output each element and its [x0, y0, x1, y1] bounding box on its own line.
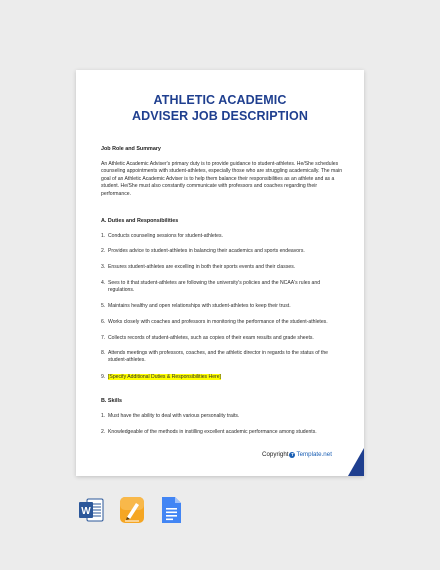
duty-text: Collects records of student-athletes, such as copies of their exam results and grade sheets. [108, 335, 314, 341]
google-docs-icon[interactable] [158, 496, 184, 524]
skill-number: 2. [101, 429, 106, 435]
duty-text: Provides advice to student-athletes in balancing their academics and sports endeavors. [108, 248, 305, 254]
corner-decoration [348, 448, 364, 476]
title-line-2: ADVISER JOB DESCRIPTION [132, 109, 308, 123]
duty-text: Conducts counseling sessions for student-athletes. [108, 233, 223, 239]
duty-number: 5. [101, 303, 106, 309]
duty-item [101, 319, 341, 326]
duty-text: Works closely with coaches and professors in monitoring the performance of the student-athletes. [108, 319, 328, 325]
skill-number: 1. [101, 413, 106, 419]
duty-number: 6. [101, 319, 106, 325]
duty-item [101, 280, 341, 295]
role-heading: Job Role and Summary [101, 146, 161, 152]
document-page [76, 70, 364, 476]
copyright-footer [262, 451, 332, 459]
skill-item [101, 413, 341, 420]
summary-paragraph: An Athletic Academic Adviser's primary duty is to provide guidance to student-athletes. He/She schedules counseling appointments with student-athletes, especially those who are struggling academically. The main goal of an Athletic Academic Adviser is to help them balance their responsibilities as an athlete and as a student. He/She must also constantly communicate with professors and coaches regarding their performance. [101, 161, 343, 197]
duty-number: 8. [101, 350, 106, 356]
word-icon[interactable] [78, 496, 104, 524]
duty-item [101, 248, 341, 255]
duty-text: Maintains healthy and open relationships with student-athletes to keep their trust. [108, 303, 291, 309]
duty-item [101, 303, 341, 310]
duty-number: 2. [101, 248, 106, 254]
duty-text: Sees to it that student-athletes are following the university's policies and the NCAA's rules and regulations. [108, 280, 321, 294]
skill-text: Must have the ability to deal with various personality traits. [108, 413, 240, 419]
copyright-label: Copyright [262, 451, 289, 458]
duty-item [101, 264, 341, 271]
duty-item [101, 335, 341, 342]
document-title [76, 92, 364, 124]
duty-item [101, 233, 341, 240]
skill-item [101, 429, 341, 436]
duty-number: 3. [101, 264, 106, 270]
duty-text: Ensures student-athletes are excelling in both their sports events and their classes. [108, 264, 296, 270]
word-letter: W [81, 506, 91, 517]
pages-icon[interactable] [119, 496, 145, 524]
brand-link[interactable]: Template.net [296, 451, 332, 458]
duty-item [101, 374, 341, 381]
template-logo-icon: T [291, 452, 294, 457]
duty-number: 1. [101, 233, 106, 239]
duty-number: 7. [101, 335, 106, 341]
skills-heading: B. Skills [101, 398, 122, 404]
duty-item [101, 350, 341, 365]
duties-heading: A. Duties and Responsibilities [101, 218, 179, 224]
placeholder-highlight[interactable]: [Specify Additional Duties & Responsibilities Here] [108, 374, 221, 380]
duty-number: 9. [101, 374, 106, 380]
duty-number: 4. [101, 280, 106, 286]
duty-text: Attends meetings with professors, coaches, and the athletic director in regards to the status of the student-athletes. [108, 350, 328, 364]
skill-text: Knowledgeable of the methods in instilling excellent academic performance among students. [108, 429, 317, 435]
title-line-1: ATHLETIC ACADEMIC [153, 93, 287, 107]
